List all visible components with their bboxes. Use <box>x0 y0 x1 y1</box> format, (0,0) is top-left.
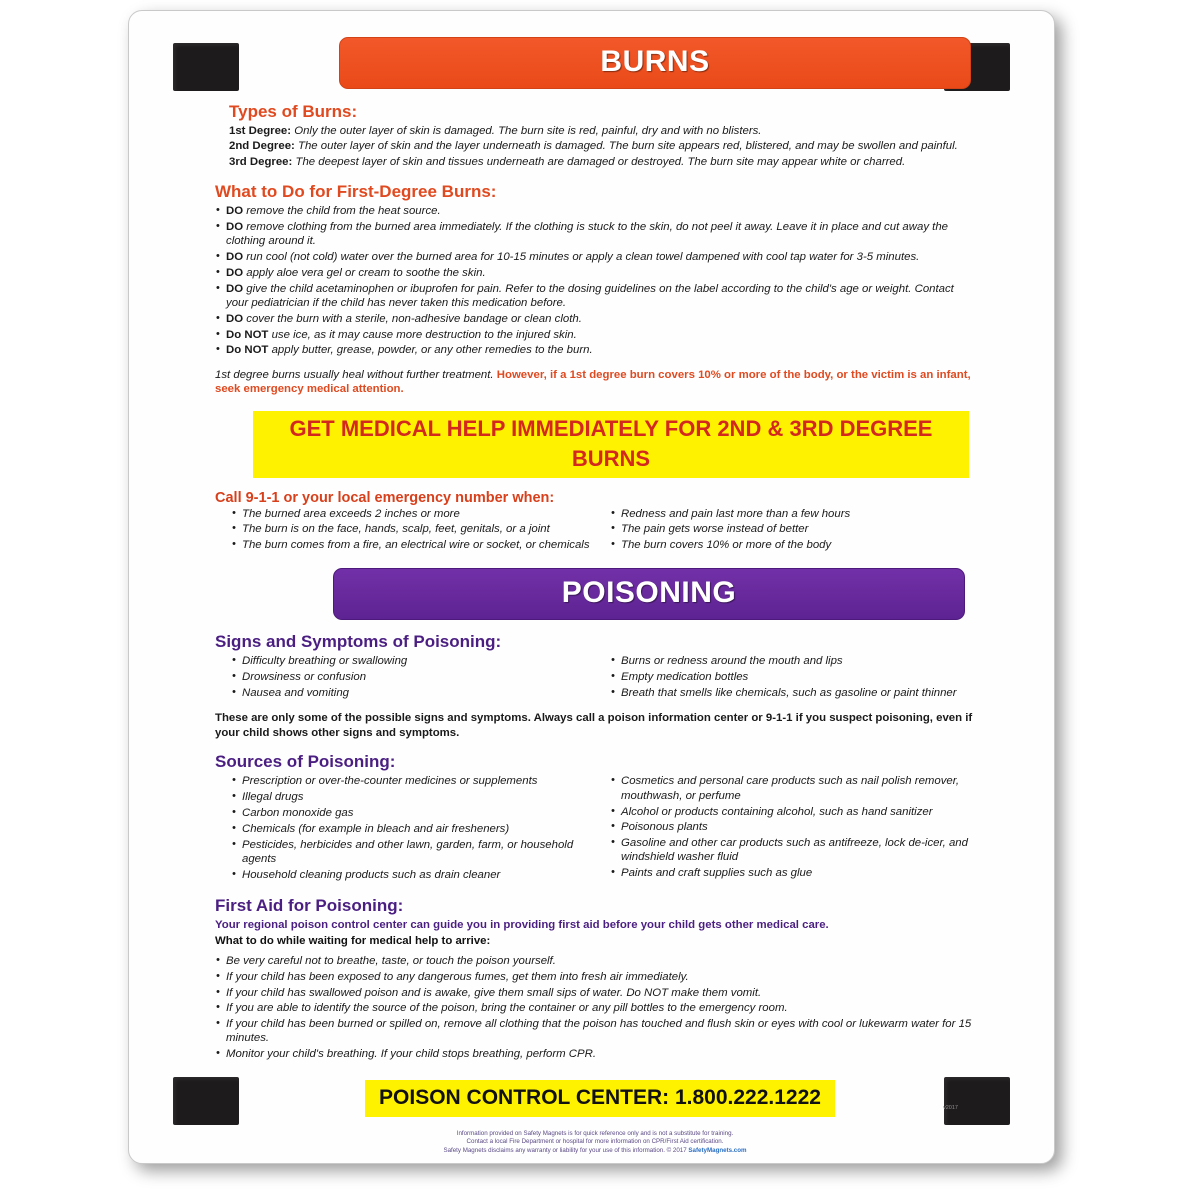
footer-disclaimer <box>215 1130 975 1156</box>
poison-control-banner: POISON CONTROL CENTER: 1.800.222.1222 <box>365 1080 835 1117</box>
call-911-right-list <box>610 507 975 553</box>
list-item: • If your child has swallowed poison and is awake, give them small sips of water. Do NOT make them vomit. <box>215 986 975 1000</box>
call-911-heading: Call 9-1-1 or your local emergency number when: <box>215 489 555 506</box>
footer-line-3 <box>215 1147 975 1156</box>
burn-type-1 <box>229 124 975 138</box>
burns-note <box>215 368 975 397</box>
sources-heading: Sources of Poisoning: <box>215 752 396 772</box>
do-text: run cool (not cold) water over the burned area for 10-15 minutes or apply a clean towel dampened with cool tap water for 3-5 minutes. <box>246 251 920 264</box>
list-item: • The pain gets worse instead of better <box>610 522 975 536</box>
list-item: • Burns or redness around the mouth and lips <box>610 654 975 668</box>
what-to-do-heading: What to Do for First-Degree Burns: <box>215 182 497 202</box>
list-item: • Poisonous plants <box>610 820 975 834</box>
list-item: • Gasoline and other car products such as antifreeze, lock de-icer, and windshield washer fluid <box>610 836 975 865</box>
do-text: cover the burn with a sterile, non-adhesive bandage or clean cloth. <box>246 312 582 325</box>
burn-type-2 <box>229 139 975 153</box>
call-911-right-column <box>610 507 975 554</box>
types-of-burns-heading: Types of Burns: <box>229 102 358 121</box>
list-item: • Illegal drugs <box>231 790 596 804</box>
list-item <box>215 204 975 218</box>
burns-note-plain: 1st degree burns usually heal without further treatment. <box>215 368 494 381</box>
sources-right-list <box>610 774 975 880</box>
magnet-sheet <box>128 10 1055 1164</box>
list-item: • Empty medication bottles <box>610 670 975 684</box>
list-item: • The burn covers 10% or more of the body <box>610 538 975 552</box>
do-prefix: DO <box>226 282 244 295</box>
burns-banner: BURNS <box>339 37 971 89</box>
footer-line-2: Contact a local Fire Department or hospital for more information on CPR/First Aid certification. <box>466 1138 724 1146</box>
signs-left-list <box>231 654 596 700</box>
list-item: • If your child has been burned or spilled on, remove all clothing that the poison has touched and flush skin or eyes with cool or lukewarm water for 15 minutes. <box>215 1017 975 1046</box>
call-911-left-column <box>231 507 596 554</box>
donot-prefix: Do NOT <box>226 344 269 357</box>
list-item: • Monitor your child's breathing. If your child stops breathing, perform CPR. <box>215 1047 975 1061</box>
do-prefix: DO <box>226 205 244 218</box>
burn-type-1-label: 1st Degree: <box>229 125 292 137</box>
first-aid-subtitle-1: Your regional poison control center can guide you in providing first aid before your child gets other medical care. <box>215 918 829 931</box>
donot-text: apply butter, grease, powder, or any other remedies to the burn. <box>271 344 593 357</box>
list-item: • Difficulty breathing or swallowing <box>231 654 596 668</box>
first-aid-list <box>215 954 975 1062</box>
do-prefix: DO <box>226 221 244 234</box>
list-item <box>215 328 975 342</box>
donot-text: use ice, as it may cause more destruction to the injured skin. <box>271 328 577 341</box>
footer-line-3-text: Safety Magnets disclaims any warranty or liability for your use of this information. © 2017 <box>443 1146 689 1154</box>
signs-symptoms-heading: Signs and Symptoms of Poisoning: <box>215 632 502 652</box>
types-of-burns-section <box>229 102 975 169</box>
sources-right-column <box>610 774 975 883</box>
burn-type-2-text: The outer layer of skin and the layer underneath is damaged. The burn site appears red, blistered, and may be swollen and painful. <box>298 140 958 153</box>
signs-right-column <box>610 654 975 701</box>
do-prefix: DO <box>226 251 244 264</box>
list-item: • Cosmetics and personal care products such as nail polish remover, mouthwash, or perfume <box>610 774 975 803</box>
list-item: • The burn is on the face, hands, scalp, feet, genitals, or a joint <box>231 522 596 536</box>
list-item: • Redness and pain last more than a few hours <box>610 507 975 521</box>
do-text: remove clothing from the burned area immediately. If the clothing is stuck to the skin, do not peel it away. Leave it in place and cut away the clothing around it. <box>226 221 949 248</box>
burn-type-3-text: The deepest layer of skin and tissues underneath are damaged or destroyed. The burn site may appear white or charred. <box>295 155 906 168</box>
burns-note-warning: However, if a 1st degree burn covers 10% or more of the body, or the victim is an infant, seek emergency medical attention. <box>215 368 971 396</box>
footer-website-link[interactable]: SafetyMagnets.com <box>688 1146 747 1154</box>
what-to-do-list <box>215 204 975 357</box>
list-item: • Prescription or over-the-counter medicines or supplements <box>231 774 596 788</box>
list-item: • If you are able to identify the source of the poison, bring the container or any pill bottles to the emergency room. <box>215 1001 975 1015</box>
list-item <box>215 220 975 249</box>
burn-type-3 <box>229 155 975 169</box>
list-item: • Be very careful not to breathe, taste, or touch the poison yourself. <box>215 954 975 968</box>
first-aid-heading: First Aid for Poisoning: <box>215 895 404 915</box>
burn-type-2-label: 2nd Degree: <box>229 140 295 153</box>
burns-yellow-banner: GET MEDICAL HELP IMMEDIATELY FOR 2ND & 3RD DEGREE BURNS <box>253 411 969 478</box>
footer-line-1: Information provided on Safety Magnets is for quick reference only and is not a substitute for training. <box>456 1129 734 1137</box>
list-item: • Alcohol or products containing alcohol, such as hand sanitizer <box>610 805 975 819</box>
sources-left-column <box>231 774 596 883</box>
list-item <box>215 250 975 264</box>
list-item: • The burn comes from a fire, an electrical wire or socket, or chemicals <box>231 538 596 552</box>
donot-prefix: Do NOT <box>226 328 269 341</box>
do-prefix: DO <box>226 266 244 279</box>
list-item: • Pesticides, herbicides and other lawn, garden, farm, or household agents <box>231 838 596 867</box>
do-text: apply aloe vera gel or cream to soothe the skin. <box>246 266 486 279</box>
sources-columns <box>215 774 975 883</box>
do-text: give the child acetaminophen or ibuprofen for pain. Refer to the dosing guidelines on the label according to the child's age or weight. Contact your pediatrician if the child has never taken this medication before. <box>226 282 954 309</box>
do-text: remove the child from the heat source. <box>246 205 441 218</box>
burn-type-3-label: 3rd Degree: <box>229 155 293 168</box>
call-911-left-list <box>231 507 596 553</box>
call-911-columns <box>215 507 975 554</box>
list-item <box>215 343 975 357</box>
list-item: • Paints and craft supplies such as glue <box>610 866 975 880</box>
list-item: • Breath that smells like chemicals, such as gasoline or paint thinner <box>610 686 975 700</box>
list-item: • If your child has been exposed to any dangerous fumes, get them into fresh air immediately. <box>215 970 975 984</box>
footer-version-code: v2017 <box>943 1105 958 1111</box>
list-item <box>215 266 975 280</box>
first-aid-subtitle-2: What to do while waiting for medical help to arrive: <box>215 934 491 947</box>
sources-left-list <box>231 774 596 882</box>
list-item: • Drowsiness or confusion <box>231 670 596 684</box>
poster-content <box>215 37 975 1155</box>
list-item: • Household cleaning products such as drain cleaner <box>231 868 596 882</box>
list-item <box>215 282 975 311</box>
list-item: • Nausea and vomiting <box>231 686 596 700</box>
signs-symptoms-columns <box>215 654 975 701</box>
list-item: • Carbon monoxide gas <box>231 806 596 820</box>
list-item <box>215 312 975 326</box>
signs-note: These are only some of the possible signs and symptoms. Always call a poison information center or 9-1-1 if you suspect poisoning, even if your child shows other signs and symptoms. <box>215 712 973 739</box>
burn-type-1-text: Only the outer layer of skin is damaged. The burn site is red, painful, dry and with no blisters. <box>294 125 762 137</box>
signs-right-list <box>610 654 975 700</box>
list-item: • The burned area exceeds 2 inches or more <box>231 507 596 521</box>
signs-left-column <box>231 654 596 701</box>
do-prefix: DO <box>226 312 244 325</box>
list-item: • Chemicals (for example in bleach and air fresheners) <box>231 822 596 836</box>
poisoning-banner: POISONING <box>333 568 965 620</box>
